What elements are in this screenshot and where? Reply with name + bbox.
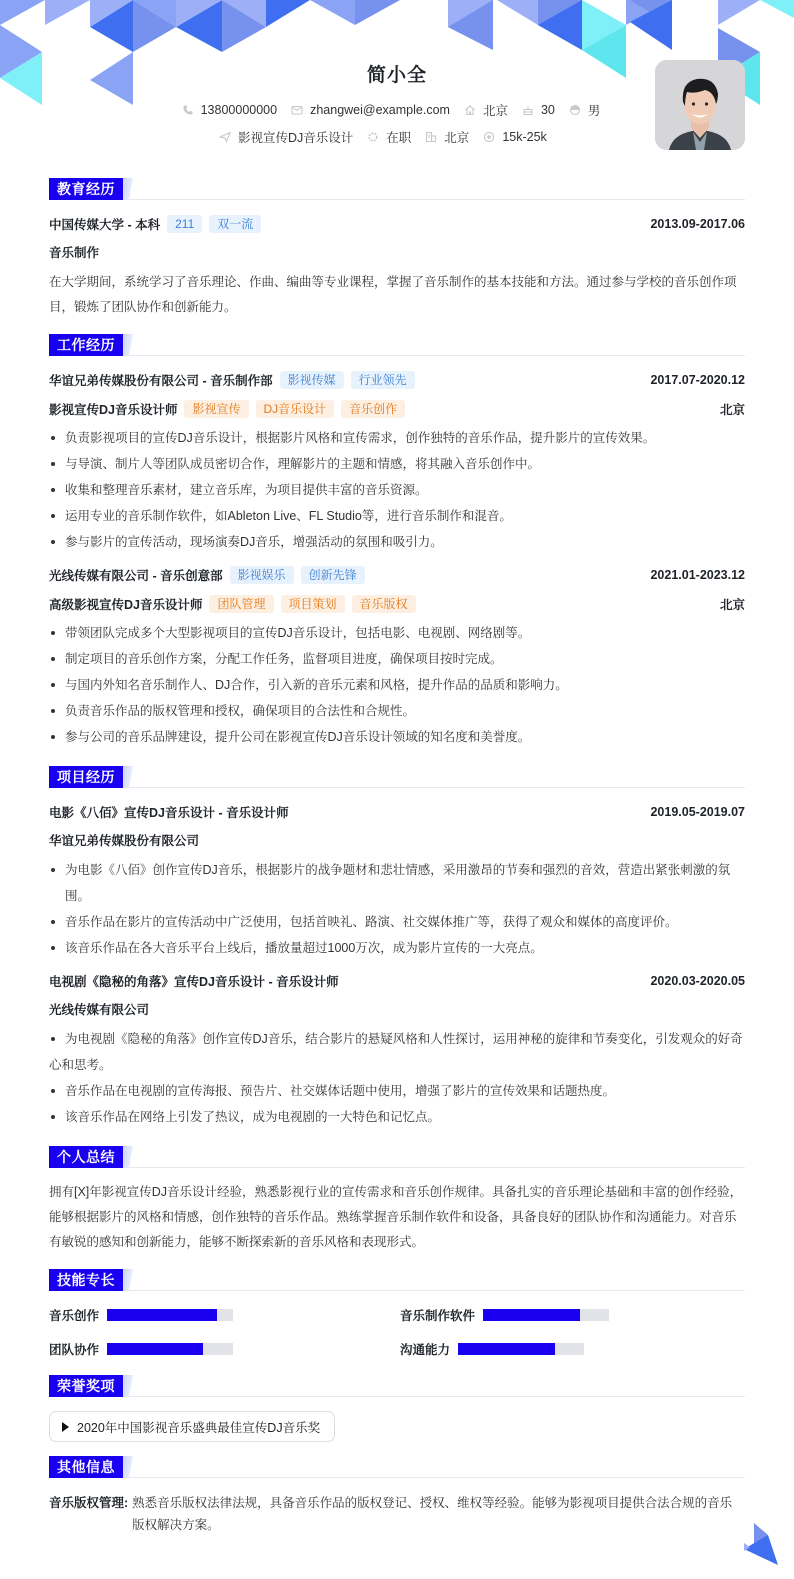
section-header bbox=[49, 178, 745, 200]
skill-item bbox=[49, 1339, 400, 1359]
age-value: 30 bbox=[540, 103, 555, 117]
target-city-value: 北京 bbox=[444, 131, 470, 145]
skill-name: 沟通能力 bbox=[400, 1343, 451, 1357]
cake-icon bbox=[522, 104, 534, 116]
gender-icon bbox=[569, 104, 581, 116]
work-bullets bbox=[49, 425, 745, 555]
skill-item bbox=[400, 1339, 700, 1359]
role-tag: 团队管理 bbox=[209, 595, 273, 613]
bullet-item: 运用专业的音乐制作软件，如Ableton Live、FL Studio等，进行音乐制作和混音。 bbox=[49, 503, 745, 529]
section-title: 工作经历 bbox=[49, 334, 123, 356]
target-position-value: 影视宣传DJ音乐设计 bbox=[238, 131, 354, 145]
company-tag: 行业领先 bbox=[351, 371, 415, 389]
phone-icon bbox=[182, 104, 194, 116]
phone-value: 13800000000 bbox=[200, 103, 278, 117]
salary-value: 15k-25k bbox=[502, 130, 547, 144]
work-city: 北京 bbox=[719, 598, 745, 612]
gender-info bbox=[569, 101, 601, 119]
skills-section bbox=[49, 1269, 745, 1359]
section-header bbox=[49, 1375, 745, 1397]
target-position-info bbox=[219, 128, 353, 146]
bullet-item: 负责音乐作品的版权管理和授权，确保项目的合法性和合规性。 bbox=[49, 698, 745, 724]
email-value: zhangwei@example.com bbox=[310, 103, 450, 117]
avatar bbox=[655, 60, 745, 150]
section-title: 荣誉奖项 bbox=[49, 1375, 123, 1397]
other-info-item bbox=[49, 1492, 745, 1536]
skill-name: 团队协作 bbox=[49, 1343, 100, 1357]
awards-section bbox=[49, 1375, 745, 1442]
work-city: 北京 bbox=[719, 403, 745, 417]
skill-level-bar bbox=[107, 1343, 233, 1355]
section-header bbox=[49, 1269, 745, 1291]
school-tag: 211 bbox=[167, 215, 202, 233]
section-title-tail bbox=[123, 1375, 137, 1397]
bullet-item: 该音乐作品在各大音乐平台上线后，播放量超过1000万次，成为影片宣传的一大亮点。 bbox=[49, 935, 745, 961]
location-info bbox=[464, 101, 508, 119]
skill-item bbox=[400, 1305, 700, 1325]
section-header bbox=[49, 766, 745, 788]
major: 音乐制作 bbox=[49, 246, 100, 260]
profile-header bbox=[49, 0, 745, 168]
work-entry bbox=[49, 565, 745, 750]
skill-name: 音乐创作 bbox=[49, 1309, 100, 1323]
avatar-photo-icon bbox=[655, 60, 745, 150]
award-item bbox=[49, 1411, 335, 1442]
education-section bbox=[49, 178, 745, 320]
projects-section bbox=[49, 766, 745, 1130]
status-info bbox=[367, 128, 411, 146]
salary-info bbox=[483, 130, 546, 144]
other-info-text: 熟悉音乐版权法律法规，具备音乐作品的版权登记、授权、维权等经验。能够为影视项目提供合法合规的音乐版权解决方案。 bbox=[132, 1496, 733, 1532]
role-tag: 项目策划 bbox=[281, 595, 345, 613]
school-name: 中国传媒大学 - 本科 bbox=[49, 218, 161, 232]
section-title-tail bbox=[123, 178, 137, 200]
role-tag: 音乐创作 bbox=[341, 400, 405, 418]
role-tag: 音乐版权 bbox=[352, 595, 416, 613]
skill-item bbox=[49, 1305, 400, 1325]
mail-icon bbox=[291, 104, 303, 116]
email-info bbox=[291, 103, 450, 117]
summary-text: 拥有[X]年影视宣传DJ音乐设计经验，熟悉影视行业的宣传需求和音乐创作规律。具备扎实的音乐理论基础和丰富的创作经验，能够根据影片的风格和情感，创作独特的音乐作品。熟练掌握音乐制作软件和设备，具备良好的团队协作和沟通能力。对音乐有敏锐的感知和创新能力，能够不断探索新的音乐风格和表现形式。 bbox=[49, 1185, 743, 1249]
section-title: 技能专长 bbox=[49, 1269, 123, 1291]
building-icon bbox=[425, 131, 437, 143]
job-role: 影视宣传DJ音乐设计师 bbox=[49, 403, 178, 417]
skill-level-fill bbox=[458, 1343, 555, 1355]
summary-section bbox=[49, 1146, 745, 1255]
section-header bbox=[49, 334, 745, 356]
skill-level-fill bbox=[107, 1343, 203, 1355]
work-section bbox=[49, 334, 745, 750]
bullet-item: 为电视剧《隐秘的角落》创作宣传DJ音乐，结合影片的悬疑风格和人性探讨，运用神秘的旋律和节奏变化，引发观众的好奇心和思考。 bbox=[49, 1026, 745, 1078]
project-bullets bbox=[49, 857, 745, 961]
location-value: 北京 bbox=[482, 104, 508, 118]
coin-icon bbox=[483, 131, 495, 143]
education-description: 在大学期间，系统学习了音乐理论、作曲、编曲等专业课程，掌握了音乐制作的基本技能和方法。通过参与学校的音乐创作项目，锻炼了团队协作和创新能力。 bbox=[49, 275, 737, 314]
project-entry bbox=[49, 802, 745, 961]
skill-level-fill bbox=[483, 1309, 580, 1321]
project-title: 电影《八佰》宣传DJ音乐设计 - 音乐设计师 bbox=[49, 806, 289, 820]
skill-level-bar bbox=[107, 1309, 233, 1321]
section-title: 其他信息 bbox=[49, 1456, 123, 1478]
work-period: 2017.07-2020.12 bbox=[650, 373, 745, 387]
school-tag: 双一流 bbox=[209, 215, 261, 233]
bullet-item: 与导演、制片人等团队成员密切合作，理解影片的主题和情感，将其融入音乐创作中。 bbox=[49, 451, 745, 477]
contact-row bbox=[49, 101, 745, 119]
company-tag: 影视娱乐 bbox=[230, 566, 294, 584]
bullet-item: 收集和整理音乐素材，建立音乐库，为项目提供丰富的音乐资源。 bbox=[49, 477, 745, 503]
skill-level-bar bbox=[458, 1343, 584, 1355]
project-period: 2019.05-2019.07 bbox=[650, 805, 745, 819]
project-company: 光线传媒有限公司 bbox=[49, 1003, 150, 1017]
bullet-item: 该音乐作品在网络上引发了热议，成为电视剧的一大特色和记忆点。 bbox=[49, 1104, 745, 1130]
section-title: 个人总结 bbox=[49, 1146, 123, 1168]
bullet-item: 为电影《八佰》创作宣传DJ音乐，根据影片的战争题材和悲壮情感，采用激昂的节奏和强烈的音效，营造出紧张刺激的氛围。 bbox=[49, 857, 745, 909]
section-title-tail bbox=[123, 1269, 137, 1291]
section-header bbox=[49, 1146, 745, 1168]
section-title: 教育经历 bbox=[49, 178, 123, 200]
project-entry bbox=[49, 971, 745, 1130]
education-period: 2013.09-2017.06 bbox=[650, 217, 745, 231]
triangle-right-icon bbox=[62, 1422, 69, 1432]
bullet-item: 负责影视项目的宣传DJ音乐设计，根据影片风格和宣传需求，创作独特的音乐作品，提升影片的宣传效果。 bbox=[49, 425, 745, 451]
work-bullets bbox=[49, 620, 745, 750]
education-entry bbox=[49, 214, 745, 234]
skill-level-fill bbox=[107, 1309, 217, 1321]
age-info bbox=[522, 103, 555, 117]
candidate-name: 简小全 bbox=[366, 65, 427, 86]
bullet-item: 与国内外知名音乐制作人、DJ合作，引入新的音乐元素和风格，提升作品的品质和影响力。 bbox=[49, 672, 745, 698]
skills-grid bbox=[49, 1305, 745, 1359]
project-bullets bbox=[49, 1026, 745, 1130]
company-tag: 创新先锋 bbox=[301, 566, 365, 584]
project-period: 2020.03-2020.05 bbox=[650, 974, 745, 988]
section-title: 项目经历 bbox=[49, 766, 123, 788]
home-icon bbox=[464, 104, 476, 116]
work-entry bbox=[49, 370, 745, 555]
send-icon bbox=[219, 131, 231, 143]
skill-name: 音乐制作软件 bbox=[400, 1309, 476, 1323]
bullet-item: 参与公司的音乐品牌建设，提升公司在影视宣传DJ音乐设计领域的知名度和美誉度。 bbox=[49, 724, 745, 750]
project-company: 华谊兄弟传媒股份有限公司 bbox=[49, 834, 200, 848]
project-title: 电视剧《隐秘的角落》宣传DJ音乐设计 - 音乐设计师 bbox=[49, 975, 339, 989]
bullet-item: 音乐作品在影片的宣传活动中广泛使用，包括首映礼、路演、社交媒体推广等，获得了观众和媒体的高度评价。 bbox=[49, 909, 745, 935]
job-role: 高级影视宣传DJ音乐设计师 bbox=[49, 598, 203, 612]
section-header bbox=[49, 1456, 745, 1478]
company-name: 光线传媒有限公司 - 音乐创意部 bbox=[49, 569, 223, 583]
section-title-tail bbox=[123, 1456, 137, 1478]
status-icon bbox=[367, 131, 379, 143]
role-tag: 影视宣传 bbox=[184, 400, 248, 418]
phone-info bbox=[182, 103, 277, 117]
other-info-label: 音乐版权管理: bbox=[49, 1496, 129, 1510]
company-tag: 影视传媒 bbox=[280, 371, 344, 389]
bullet-item: 参与影片的宣传活动，现场演奏DJ音乐，增强活动的氛围和吸引力。 bbox=[49, 529, 745, 555]
section-title-tail bbox=[123, 334, 137, 356]
bullet-item: 带领团队完成多个大型影视项目的宣传DJ音乐设计，包括电影、电视剧、网络剧等。 bbox=[49, 620, 745, 646]
award-text: 2020年中国影视音乐盛典最佳宣传DJ音乐奖 bbox=[77, 1420, 321, 1435]
role-tag: DJ音乐设计 bbox=[256, 400, 335, 418]
bullet-item: 制定项目的音乐创作方案，分配工作任务，监督项目进度，确保项目按时完成。 bbox=[49, 646, 745, 672]
status-value: 在职 bbox=[386, 131, 412, 145]
other-section bbox=[49, 1456, 745, 1536]
work-period: 2021.01-2023.12 bbox=[650, 568, 745, 582]
company-name: 华谊兄弟传媒股份有限公司 - 音乐制作部 bbox=[49, 374, 273, 388]
skill-level-bar bbox=[483, 1309, 609, 1321]
section-title-tail bbox=[123, 1146, 137, 1168]
gender-value: 男 bbox=[587, 104, 601, 118]
bullet-item: 音乐作品在电视剧的宣传海报、预告片、社交媒体话题中使用，增强了影片的宣传效果和话题热度。 bbox=[49, 1078, 745, 1104]
target-city-info bbox=[425, 128, 469, 146]
section-title-tail bbox=[123, 766, 137, 788]
